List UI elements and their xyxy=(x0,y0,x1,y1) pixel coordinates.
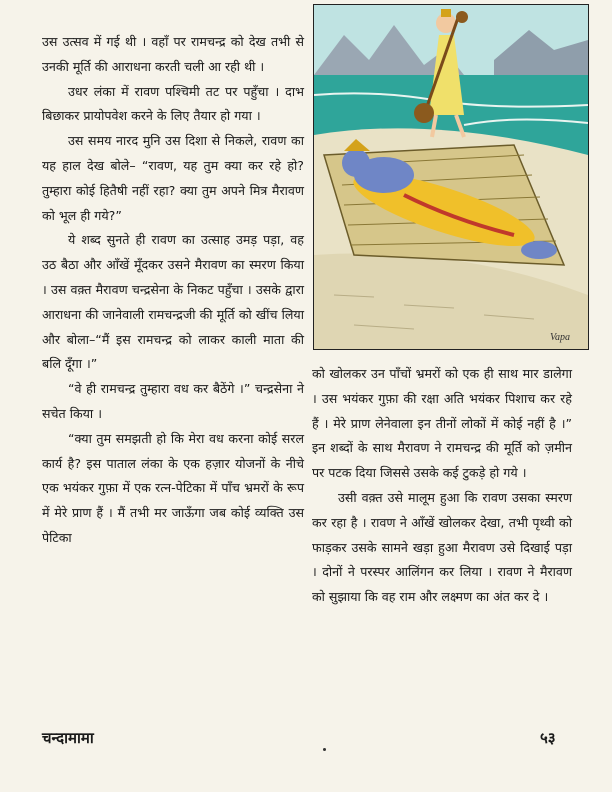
page-number: ५३ xyxy=(540,729,556,747)
left-text-column xyxy=(42,30,304,551)
illustration-drawing xyxy=(314,5,588,349)
right-text-column xyxy=(312,362,572,610)
paragraph: “क्या तुम समझती हो कि मेरा वध करना कोई सरल कार्य है? इस पाताल लंका के एक हज़ार योजनों के नीचे एक भयंकर गुफ़ा में एक रत्न-पेटिका में पाँच भ्रमरों के रूप में मेरे प्राण हैं । मैं तभी मर जाऊँगा जब कोई व्यक्ति उस पेटिका xyxy=(42,430,304,545)
paragraph: ये शब्द सुनते ही रावण का उत्साह उमड़ पड़ा, वह उठ बैठा और आँखें मूँदकर उसने मैरावण का स्मरण किया । उस वक़्त मैरावण चन्द्रसेना के निकट पहुँचा । उसके द्वारा आराधना की जानेवाली रामचन्द्रजी की मूर्ति को खींच लिया और बोला–“मैं इस रामचन्द्र को लाकर काली माता की बलि दूँगा ।” xyxy=(42,232,304,372)
paragraph: “वे ही रामचन्द्र तुम्हारा वध कर बैठेंगे ।” चन्द्रसेना ने सचेत किया । xyxy=(42,381,304,421)
paragraph: उधर लंका में रावण पश्चिमी तट पर पहुँचा । दाभ बिछाकर प्रायोपवेश करने के लिए तैयार हो गया । xyxy=(42,83,304,124)
paragraph: उस समय नारद मुनि उस दिशा से निकले, रावण का यह हाल देख बोले– “रावण, यह तुम क्या कर रहे हो? तुम्हारा कोई हितैषी नहीं रहा? क्या तुम अपने मित्र मैरावण को भूल ही गये?” xyxy=(42,133,304,223)
paragraph: उसी वक़्त उसे मालूम हुआ कि रावण उसका स्मरण कर रहा है । रावण ने आँखें खोलकर देखा, तभी पृथ्वी को फाड़कर उसके सामने खड़ा हुआ मैरावण उसे दिखाई पड़ा । दोनों ने परस्पर आलिंगन कर लिया । रावण ने मैरावण को सुझाया कि वह राम और लक्ष्मण का अंत कर दे । xyxy=(312,489,572,605)
artist-signature: Vapa xyxy=(550,332,570,343)
paragraph: उस उत्सव में गई थी । वहाँ पर रामचन्द्र को देख तभी से उनकी मूर्ति की आराधना करती चली आ रही थी । xyxy=(42,34,304,74)
paragraph: को खोलकर उन पाँचों भ्रमरों को एक ही साथ मार डालेगा । उस भयंकर गुफ़ा की रक्षा अति भयंकर पिशाच कर रहे हैं । मेरे प्राण लेनेवाला इन तीनों लोकों में कोई नहीं है ।” इन शब्दों के साथ मैरावण ने रामचन्द्र की मूर्ति को ज़मीन पर पटक दिया जिससे उसके कई टुकड़े हो गये । xyxy=(312,366,572,481)
ink-dot xyxy=(323,748,326,751)
story-illustration xyxy=(313,4,589,350)
magazine-title: चन्दामामा xyxy=(42,729,94,747)
